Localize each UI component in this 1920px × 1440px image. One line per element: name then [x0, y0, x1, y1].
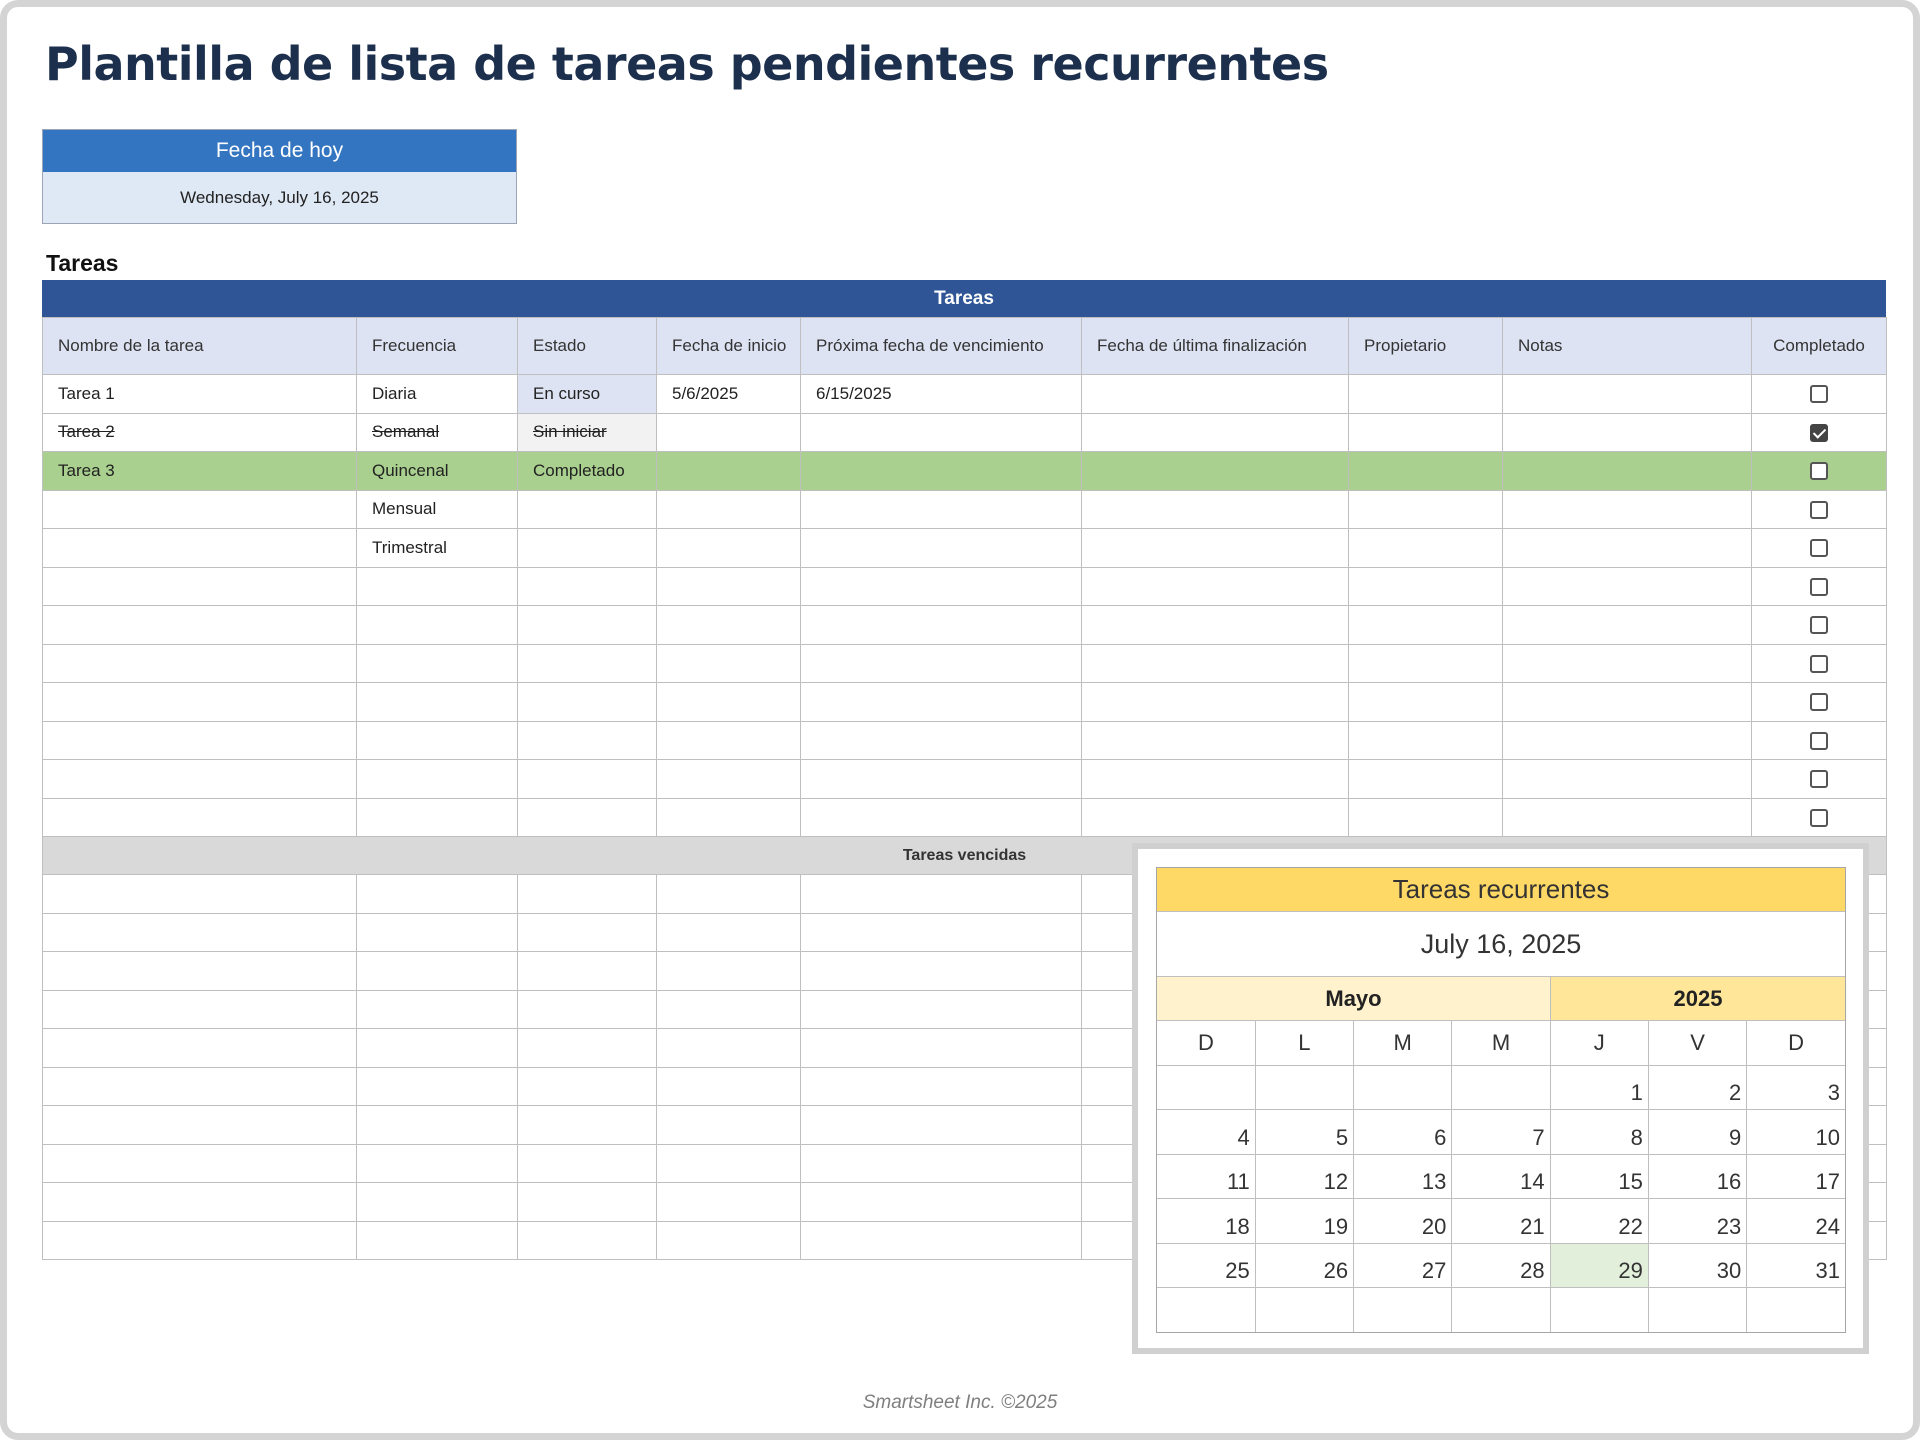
checked-checkbox[interactable] [1810, 424, 1828, 442]
calendar-empty-day [1157, 1065, 1255, 1110]
frequency-cell[interactable] [357, 683, 518, 722]
calendar-empty-day [1255, 1288, 1353, 1333]
table-row [43, 452, 1887, 491]
owner-cell[interactable] [1349, 452, 1503, 491]
overdue-cell[interactable] [518, 990, 657, 1029]
completed-checkbox[interactable] [1810, 578, 1828, 596]
completed-cell [1752, 606, 1887, 645]
overdue-cell[interactable] [43, 990, 357, 1029]
today-value[interactable]: Wednesday, July 16, 2025 [43, 172, 516, 223]
overdue-cell[interactable] [357, 952, 518, 991]
next-due-date-cell[interactable] [801, 683, 1082, 722]
today-label: Fecha de hoy [43, 130, 516, 172]
completed-cell [1752, 452, 1887, 491]
weekday-label: L [1255, 1021, 1353, 1065]
column-header-next-due-date: Próxima fecha de vencimiento [801, 318, 1082, 375]
completed-checkbox[interactable] [1810, 539, 1828, 557]
completed-checkbox[interactable] [1810, 501, 1828, 519]
calendar-day[interactable]: 15 [1550, 1154, 1648, 1199]
calendar [1156, 867, 1846, 1333]
overdue-cell[interactable] [357, 1067, 518, 1106]
completed-cell [1752, 760, 1887, 799]
owner-cell[interactable] [1349, 413, 1503, 452]
calendar-empty-day [1452, 1288, 1550, 1333]
start-date-cell[interactable] [657, 490, 801, 529]
last-completion-date-cell[interactable] [1082, 644, 1349, 683]
table-header-row [43, 318, 1887, 375]
overdue-cell[interactable] [43, 1106, 357, 1145]
overdue-cell[interactable] [357, 1183, 518, 1222]
completed-checkbox[interactable] [1810, 770, 1828, 788]
calendar-week-row [1157, 1065, 1845, 1110]
calendar-day[interactable]: 26 [1255, 1243, 1353, 1288]
task-name-cell[interactable] [43, 606, 357, 645]
calendar-day[interactable]: 18 [1157, 1199, 1255, 1244]
calendar-day[interactable]: 23 [1648, 1199, 1746, 1244]
status-cell[interactable]: Sin iniciar [518, 413, 657, 452]
overdue-cell[interactable] [518, 913, 657, 952]
weekday-header-row [1157, 1021, 1845, 1065]
column-header-notes: Notas [1503, 318, 1752, 375]
weekday-label: V [1648, 1021, 1746, 1065]
completed-checkbox[interactable] [1810, 732, 1828, 750]
start-date-cell[interactable] [657, 798, 801, 837]
task-name-cell[interactable] [43, 798, 357, 837]
frequency-cell[interactable]: Semanal [357, 413, 518, 452]
completed-checkbox[interactable] [1810, 655, 1828, 673]
status-cell[interactable] [518, 529, 657, 568]
notes-cell[interactable] [1503, 413, 1752, 452]
calendar-day[interactable]: 14 [1452, 1154, 1550, 1199]
overdue-cell[interactable] [43, 952, 357, 991]
overdue-cell[interactable] [801, 952, 1082, 991]
column-header-task-name: Nombre de la tarea [43, 318, 357, 375]
table-row [43, 798, 1887, 837]
overdue-cell[interactable] [657, 1029, 801, 1068]
overdue-cell[interactable] [657, 875, 801, 914]
completed-cell [1752, 375, 1887, 414]
calendar-day[interactable]: 1 [1550, 1065, 1648, 1110]
next-due-date-cell[interactable] [801, 452, 1082, 491]
calendar-empty-day [1157, 1288, 1255, 1333]
page-title: Plantilla de lista de tareas pendientes recurrentes [45, 37, 1329, 91]
overdue-cell[interactable] [657, 1221, 801, 1259]
overdue-cell[interactable] [357, 1144, 518, 1183]
column-header-last-completion-date: Fecha de última finalización [1082, 318, 1349, 375]
task-name-cell[interactable] [43, 683, 357, 722]
overdue-cell[interactable] [801, 875, 1082, 914]
calendar-empty-day [1452, 1065, 1550, 1110]
calendar-day[interactable]: 9 [1648, 1110, 1746, 1155]
overdue-cell[interactable] [43, 1067, 357, 1106]
last-completion-date-cell[interactable] [1082, 529, 1349, 568]
overdue-cell[interactable] [43, 913, 357, 952]
calendar-empty-day [1648, 1288, 1746, 1333]
overdue-cell[interactable] [801, 1183, 1082, 1222]
frequency-cell[interactable] [357, 760, 518, 799]
calendar-day[interactable]: 4 [1157, 1110, 1255, 1155]
frequency-cell[interactable]: Mensual [357, 490, 518, 529]
calendar-day[interactable]: 6 [1354, 1110, 1452, 1155]
status-cell[interactable]: En curso [518, 375, 657, 414]
owner-cell[interactable] [1349, 490, 1503, 529]
calendar-week-row [1157, 1243, 1845, 1288]
overdue-cell[interactable] [657, 913, 801, 952]
overdue-cell[interactable] [518, 952, 657, 991]
status-cell[interactable] [518, 606, 657, 645]
calendar-day[interactable]: 30 [1648, 1243, 1746, 1288]
calendar-empty-day [1354, 1288, 1452, 1333]
weekday-label: J [1550, 1021, 1648, 1065]
table-row [43, 490, 1887, 529]
frequency-cell[interactable] [357, 567, 518, 606]
calendar-day[interactable]: 12 [1255, 1154, 1353, 1199]
completed-cell [1752, 413, 1887, 452]
next-due-date-cell[interactable] [801, 644, 1082, 683]
next-due-date-cell[interactable] [801, 567, 1082, 606]
completed-cell [1752, 683, 1887, 722]
calendar-day[interactable]: 31 [1747, 1243, 1845, 1288]
last-completion-date-cell[interactable] [1082, 606, 1349, 645]
task-name-cell[interactable] [43, 644, 357, 683]
overdue-cell[interactable] [518, 1183, 657, 1222]
notes-cell[interactable] [1503, 567, 1752, 606]
overdue-cell[interactable] [518, 1106, 657, 1145]
overdue-cell[interactable] [801, 1106, 1082, 1145]
calendar-day[interactable]: 29 [1550, 1243, 1648, 1288]
overdue-cell[interactable] [43, 1029, 357, 1068]
calendar-week-row [1157, 1110, 1845, 1155]
owner-cell[interactable] [1349, 375, 1503, 414]
table-row [43, 413, 1887, 452]
overdue-cell[interactable] [657, 1183, 801, 1222]
task-name-cell[interactable] [43, 490, 357, 529]
overdue-cell[interactable] [357, 875, 518, 914]
frequency-cell[interactable]: Diaria [357, 375, 518, 414]
notes-cell[interactable] [1503, 760, 1752, 799]
start-date-cell[interactable] [657, 606, 801, 645]
last-completion-date-cell[interactable] [1082, 721, 1349, 760]
table-row [43, 760, 1887, 799]
last-completion-date-cell[interactable] [1082, 490, 1349, 529]
notes-cell[interactable] [1503, 606, 1752, 645]
next-due-date-cell[interactable] [801, 760, 1082, 799]
last-completion-date-cell[interactable] [1082, 452, 1349, 491]
completed-checkbox[interactable] [1810, 693, 1828, 711]
last-completion-date-cell[interactable] [1082, 683, 1349, 722]
notes-cell[interactable] [1503, 375, 1752, 414]
overdue-cell[interactable] [357, 913, 518, 952]
frequency-cell[interactable] [357, 644, 518, 683]
task-name-cell[interactable] [43, 721, 357, 760]
task-name-cell[interactable] [43, 529, 357, 568]
status-cell[interactable] [518, 683, 657, 722]
notes-cell[interactable] [1503, 452, 1752, 491]
overdue-cell[interactable] [801, 1029, 1082, 1068]
calendar-day[interactable]: 28 [1452, 1243, 1550, 1288]
calendar-day[interactable]: 27 [1354, 1243, 1452, 1288]
completed-cell [1752, 490, 1887, 529]
task-name-cell[interactable]: Tarea 2 [43, 413, 357, 452]
table-row [43, 606, 1887, 645]
calendar-day[interactable]: 3 [1747, 1065, 1845, 1110]
column-header-owner: Propietario [1349, 318, 1503, 375]
status-cell[interactable]: Completado [518, 452, 657, 491]
overdue-cell[interactable] [657, 1106, 801, 1145]
start-date-cell[interactable] [657, 567, 801, 606]
overdue-cell[interactable] [657, 990, 801, 1029]
overdue-cell[interactable] [43, 1221, 357, 1259]
overdue-cell[interactable] [43, 1144, 357, 1183]
table-row [43, 567, 1887, 606]
overdue-cell[interactable] [518, 1029, 657, 1068]
calendar-empty-day [1747, 1288, 1845, 1333]
owner-cell[interactable] [1349, 760, 1503, 799]
calendar-day[interactable]: 17 [1747, 1154, 1845, 1199]
calendar-day[interactable]: 16 [1648, 1154, 1746, 1199]
weekday-label: M [1354, 1021, 1452, 1065]
weekday-label: D [1157, 1021, 1255, 1065]
notes-cell[interactable] [1503, 683, 1752, 722]
completed-cell [1752, 644, 1887, 683]
overdue-cell[interactable] [43, 875, 357, 914]
column-header-frequency: Frecuencia [357, 318, 518, 375]
calendar-empty-day [1550, 1288, 1648, 1333]
calendar-day[interactable]: 11 [1157, 1154, 1255, 1199]
overdue-tasks-label: Tareas vencidas [43, 837, 1887, 875]
calendar-title: Tareas recurrentes [1157, 868, 1845, 912]
today-date-box [42, 129, 517, 224]
calendar-month[interactable]: Mayo [1157, 977, 1551, 1020]
calendar-days-grid [1157, 1021, 1845, 1332]
table-row [43, 529, 1887, 568]
next-due-date-cell[interactable]: 6/15/2025 [801, 375, 1082, 414]
start-date-cell[interactable] [657, 683, 801, 722]
calendar-day[interactable]: 22 [1550, 1199, 1648, 1244]
notes-cell[interactable] [1503, 798, 1752, 837]
column-header-completed: Completado [1752, 318, 1887, 375]
footer-copyright: Smartsheet Inc. ©2025 [862, 1392, 1058, 1413]
table-row [43, 683, 1887, 722]
weekday-label: M [1452, 1021, 1550, 1065]
completed-checkbox[interactable] [1810, 809, 1828, 827]
overdue-cell[interactable] [657, 1144, 801, 1183]
owner-cell[interactable] [1349, 798, 1503, 837]
calendar-day[interactable]: 20 [1354, 1199, 1452, 1244]
calendar-body [1157, 1021, 1845, 1332]
status-cell[interactable] [518, 760, 657, 799]
overdue-cell[interactable] [801, 913, 1082, 952]
frequency-cell[interactable] [357, 721, 518, 760]
overdue-cell[interactable] [357, 1029, 518, 1068]
table-row [43, 644, 1887, 683]
frequency-cell[interactable]: Quincenal [357, 452, 518, 491]
overdue-cell[interactable] [801, 1067, 1082, 1106]
completed-checkbox[interactable] [1810, 462, 1828, 480]
task-name-cell[interactable]: Tarea 3 [43, 452, 357, 491]
overdue-cell[interactable] [657, 952, 801, 991]
overdue-cell[interactable] [657, 1067, 801, 1106]
recurring-tasks-calendar-panel [1132, 843, 1869, 1354]
calendar-day[interactable]: 7 [1452, 1110, 1550, 1155]
status-cell[interactable] [518, 798, 657, 837]
overdue-cell[interactable] [801, 990, 1082, 1029]
tasks-section-label: Tareas [46, 250, 119, 276]
start-date-cell[interactable] [657, 644, 801, 683]
notes-cell[interactable] [1503, 721, 1752, 760]
owner-cell[interactable] [1349, 529, 1503, 568]
last-completion-date-cell[interactable] [1082, 760, 1349, 799]
completed-cell [1752, 721, 1887, 760]
next-due-date-cell[interactable] [801, 413, 1082, 452]
calendar-day[interactable]: 21 [1452, 1199, 1550, 1244]
overdue-cell[interactable] [357, 1221, 518, 1259]
start-date-cell[interactable] [657, 760, 801, 799]
tasks-table-body [43, 375, 1887, 837]
last-completion-date-cell[interactable] [1082, 375, 1349, 414]
completed-cell [1752, 567, 1887, 606]
calendar-month-year-row [1157, 977, 1845, 1021]
next-due-date-cell[interactable] [801, 798, 1082, 837]
overdue-cell[interactable] [357, 990, 518, 1029]
calendar-week-row [1157, 1154, 1845, 1199]
completed-cell [1752, 529, 1887, 568]
frequency-cell[interactable]: Trimestral [357, 529, 518, 568]
completed-checkbox[interactable] [1810, 385, 1828, 403]
table-row [43, 375, 1887, 414]
calendar-day[interactable]: 10 [1747, 1110, 1845, 1155]
start-date-cell[interactable] [657, 413, 801, 452]
notes-cell[interactable] [1503, 644, 1752, 683]
task-name-cell[interactable]: Tarea 1 [43, 375, 357, 414]
overdue-cell[interactable] [518, 1067, 657, 1106]
next-due-date-cell[interactable] [801, 490, 1082, 529]
column-header-start-date: Fecha de inicio [657, 318, 801, 375]
tasks-table-banner: Tareas [42, 280, 1886, 317]
frequency-cell[interactable] [357, 606, 518, 645]
start-date-cell[interactable] [657, 452, 801, 491]
weekday-label: D [1747, 1021, 1845, 1065]
next-due-date-cell[interactable] [801, 606, 1082, 645]
calendar-day[interactable]: 5 [1255, 1110, 1353, 1155]
owner-cell[interactable] [1349, 567, 1503, 606]
owner-cell[interactable] [1349, 721, 1503, 760]
task-name-cell[interactable] [43, 760, 357, 799]
completed-cell [1752, 798, 1887, 837]
overdue-cell[interactable] [518, 1144, 657, 1183]
completed-checkbox[interactable] [1810, 616, 1828, 634]
status-cell[interactable] [518, 567, 657, 606]
calendar-day[interactable]: 24 [1747, 1199, 1845, 1244]
last-completion-date-cell[interactable] [1082, 413, 1349, 452]
start-date-cell[interactable] [657, 721, 801, 760]
calendar-day[interactable]: 25 [1157, 1243, 1255, 1288]
column-header-status: Estado [518, 318, 657, 375]
status-cell[interactable] [518, 644, 657, 683]
frequency-cell[interactable] [357, 798, 518, 837]
calendar-empty-day [1255, 1065, 1353, 1110]
start-date-cell[interactable] [657, 529, 801, 568]
owner-cell[interactable] [1349, 644, 1503, 683]
overdue-cell[interactable] [357, 1106, 518, 1145]
last-completion-date-cell[interactable] [1082, 567, 1349, 606]
start-date-cell[interactable]: 5/6/2025 [657, 375, 801, 414]
notes-cell[interactable] [1503, 529, 1752, 568]
calendar-week-row [1157, 1199, 1845, 1244]
next-due-date-cell[interactable] [801, 529, 1082, 568]
calendar-empty-day [1354, 1065, 1452, 1110]
calendar-day[interactable]: 2 [1648, 1065, 1746, 1110]
calendar-date[interactable]: July 16, 2025 [1157, 912, 1845, 977]
next-due-date-cell[interactable] [801, 721, 1082, 760]
notes-cell[interactable] [1503, 490, 1752, 529]
status-cell[interactable] [518, 490, 657, 529]
owner-cell[interactable] [1349, 606, 1503, 645]
overdue-cell[interactable] [801, 1221, 1082, 1259]
last-completion-date-cell[interactable] [1082, 798, 1349, 837]
calendar-year[interactable]: 2025 [1551, 977, 1845, 1020]
overdue-cell[interactable] [518, 875, 657, 914]
calendar-day[interactable]: 19 [1255, 1199, 1353, 1244]
overdue-cell[interactable] [518, 1221, 657, 1259]
status-cell[interactable] [518, 721, 657, 760]
calendar-day[interactable]: 8 [1550, 1110, 1648, 1155]
table-row [43, 721, 1887, 760]
overdue-cell[interactable] [801, 1144, 1082, 1183]
overdue-cell[interactable] [43, 1183, 357, 1222]
owner-cell[interactable] [1349, 683, 1503, 722]
calendar-day[interactable]: 13 [1354, 1154, 1452, 1199]
task-name-cell[interactable] [43, 567, 357, 606]
calendar-week-row [1157, 1288, 1845, 1333]
